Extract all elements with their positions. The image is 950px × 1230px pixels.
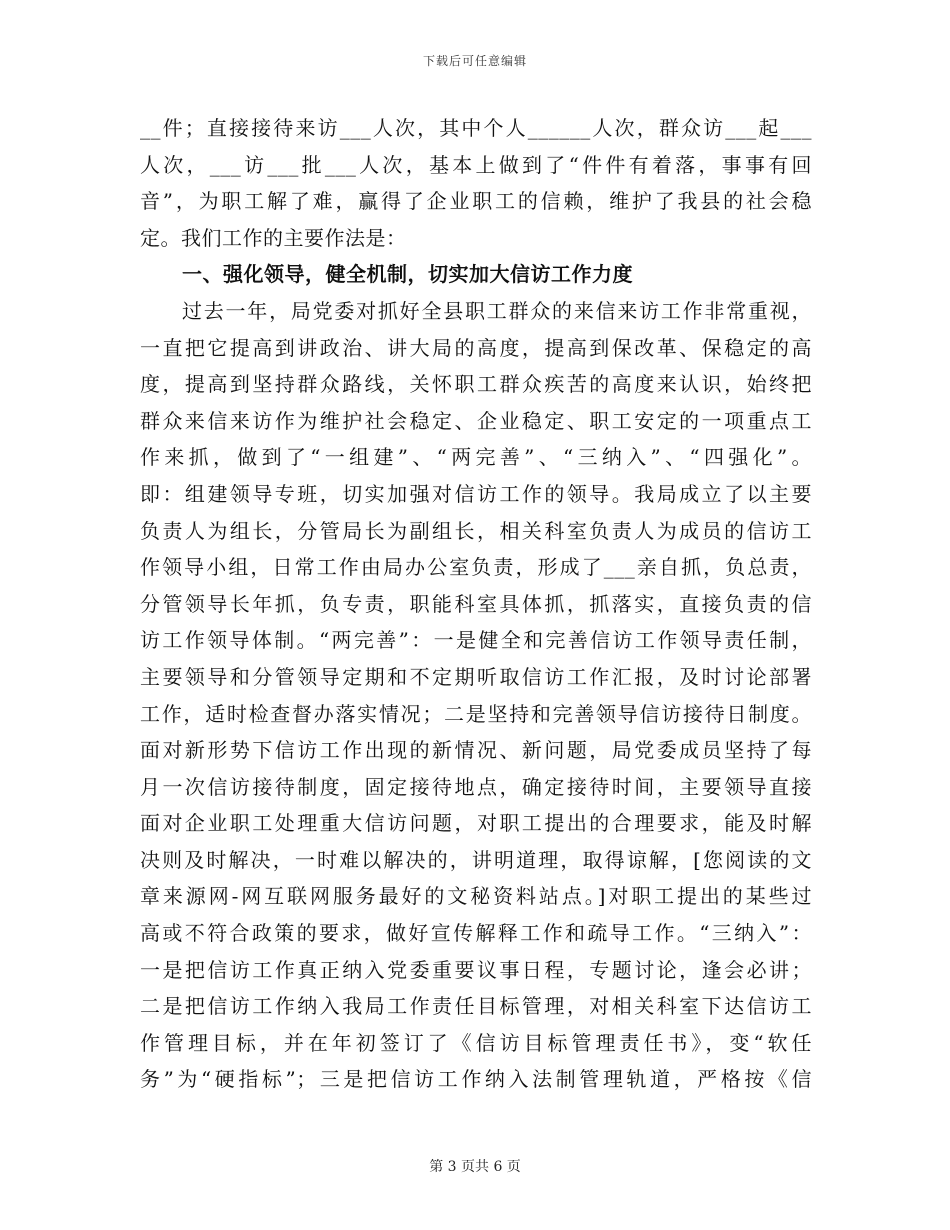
- text-line: 高或不符合政策的要求，做好宣传解释工作和疏导工作。“三纳入”：: [140, 921, 812, 946]
- text-line: 月一次信访接待制度，固定接待地点，确定接待时间，主要领导直接: [140, 774, 812, 799]
- text-line: 访工作领导体制。“两完善”：一是健全和完善信访工作领导责任制，: [140, 628, 812, 653]
- text-line: 二是把信访工作纳入我局工作责任目标管理，对相关科室下达信访工: [140, 994, 812, 1019]
- section-heading: 一、强化领导，健全机制，切实加大信访工作力度: [182, 262, 633, 287]
- text-line: 作来抓，做到了“一组建”、“两完善”、“三纳入”、“四强化”。: [140, 445, 812, 470]
- text-line: 定。我们工作的主要作法是：: [140, 225, 407, 250]
- text-line: 一直把它提高到讲政治、讲大局的高度，提高到保改革、保稳定的高: [140, 335, 812, 360]
- text-line: 务”为“硬指标”；三是把信访工作纳入法制管理轨道，严格按《信: [140, 1067, 812, 1092]
- text-line: 即：组建领导专班，切实加强对信访工作的领导。我局成立了以主要: [140, 481, 812, 506]
- text-line: 面对新形势下信访工作出现的新情况、新问题，局党委成员坚持了每: [140, 738, 812, 763]
- document-body: [140, 110, 812, 1098]
- text-line: 工作，适时检查督办落实情况；二是坚持和完善领导信访接待日制度。: [140, 701, 812, 726]
- text-line: 度，提高到坚持群众路线，关怀职工群众疾苦的高度来认识，始终把: [140, 372, 812, 397]
- text-line: 过去一年，局党委对抓好全县职工群众的来信来访工作非常重视，: [182, 298, 812, 323]
- text-line: 音”，为职工解了难，赢得了企业职工的信赖，维护了我县的社会稳: [140, 189, 812, 214]
- text-line: 主要领导和分管领导定期和不定期听取信访工作汇报，及时讨论部署: [140, 664, 812, 689]
- text-line: 一是把信访工作真正纳入党委重要议事日程，专题讨论，逢会必讲；: [140, 957, 812, 982]
- text-line: __件；直接接待来访___人次，其中个人______人次，群众访___起___: [140, 116, 812, 140]
- text-line: 群众来信来访作为维护社会稳定、企业稳定、职工安定的一项重点工: [140, 408, 812, 433]
- page-header: 下载后可任意编辑: [422, 54, 527, 68]
- text-line: 人次，___访___批___人次，基本上做到了“件件有着落，事事有回: [140, 152, 812, 177]
- text-line: 作管理目标，并在年初签订了《信访目标管理责任书》，变“软任: [140, 1030, 812, 1055]
- text-line: 作领导小组，日常工作由局办公室负责，形成了___亲自抓，负总责，: [140, 555, 812, 580]
- text-line: 决则及时解决，一时难以解决的，讲明道理，取得谅解，[您阅读的文: [140, 847, 812, 872]
- page-number-footer: 第 3 页共 6 页: [429, 1159, 521, 1175]
- text-line: 章来源网-网互联网服务最好的文秘资料站点。]对职工提出的某些过: [140, 884, 812, 909]
- text-line: 负责人为组长，分管局长为副组长，相关科室负责人为成员的信访工: [140, 518, 812, 543]
- text-line: 面对企业职工处理重大信访问题，对职工提出的合理要求，能及时解: [140, 811, 812, 836]
- text-line: 分管领导长年抓，负专责，职能科室具体抓，抓落实，直接负责的信: [140, 591, 812, 616]
